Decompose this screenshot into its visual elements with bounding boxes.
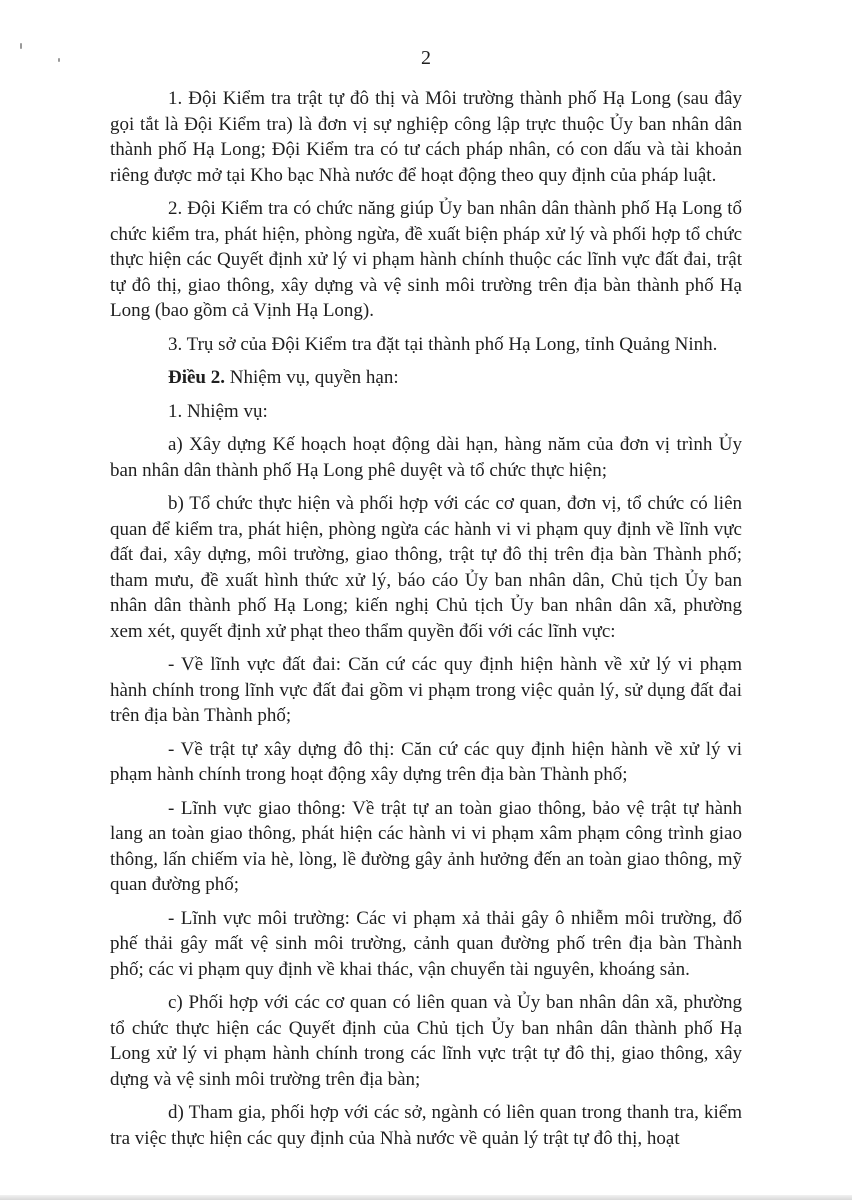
duty-b-land: - Về lĩnh vực đất đai: Căn cứ các quy định hiện hành về xử lý vi phạm hành chính trong lĩnh vực đất đai gồm vi phạm trong việc quản lý, sử dụng đất đai trên địa bàn Thành phố; <box>110 654 742 726</box>
duty-a: a) Xây dựng Kế hoạch hoạt động dài hạn, hàng năm của đơn vị trình Ủy ban nhân dân thành phố Hạ Long phê duyệt và tổ chức thực hiện; <box>110 434 742 481</box>
paragraph-article1-clause3: 3. Trụ sở của Đội Kiểm tra đặt tại thành phố Hạ Long, tỉnh Quảng Ninh. <box>168 333 718 355</box>
duty-b-construction: - Về trật tự xây dựng đô thị: Căn cứ các quy định hiện hành về xử lý vi phạm hành chính trong hoạt động xây dựng trên địa bàn Thành phố; <box>110 738 742 785</box>
paragraph-article1-clause2: 2. Đội Kiểm tra có chức năng giúp Ủy ban nhân dân thành phố Hạ Long tổ chức kiểm tra, phát hiện, phòng ngừa, đề xuất biện pháp xử lý và phối hợp tổ chức thực hiện các Quyết định xử lý vi phạm hành chính thuộc các lĩnh vực đất đai, trật tự đô thị, giao thông, xây dựng và vệ sinh môi trường trên địa bàn thành phố Hạ Long (bao gồm cả Vịnh Hạ Long). <box>110 198 742 321</box>
duties-heading: 1. Nhiệm vụ: <box>168 400 268 422</box>
scan-bottom-edge <box>0 1195 852 1200</box>
duty-b-environment: - Lĩnh vực môi trường: Các vi phạm xả thải gây ô nhiễm môi trường, đổ phế thải gây mất vệ sinh môi trường, cảnh quan đường phố trên địa bàn Thành phố; các vi phạm quy định về khai thác, vận chuyển tài nguyên, khoáng sản. <box>110 907 742 980</box>
duty-b: b) Tổ chức thực hiện và phối hợp với các cơ quan, đơn vị, tổ chức có liên quan để kiểm tra, phát hiện, phòng ngừa các hành vi vi phạm quy định về lĩnh vực đất đai, xây dựng, môi trường, giao thông, trật tự đô thị trên địa bàn Thành phố; tham mưu, đề xuất hình thức xử lý, báo cáo Ủy ban nhân dân, Chủ tịch Ủy ban nhân dân thành phố Hạ Long; kiến nghị Chủ tịch Ủy ban nhân dân xã, phường xem xét, quyết định xử phạt theo thẩm quyền đối với các lĩnh vực: <box>110 493 742 642</box>
duty-d: d) Tham gia, phối hợp với các sở, ngành có liên quan trong thanh tra, kiểm tra việc thực hiện các quy định của Nhà nước về quản lý trật tự đô thị, hoạt <box>110 1102 742 1149</box>
page-number: 2 <box>421 47 431 69</box>
document-body <box>110 86 742 1159</box>
duty-b-traffic: - Lĩnh vực giao thông: Về trật tự an toàn giao thông, bảo vệ trật tự hành lang an toàn giao thông, phát hiện các hành vi vi phạm xâm phạm công trình giao thông, lấn chiếm vỉa hè, lòng, lề đường gây ảnh hưởng đến an toàn giao thông, mỹ quan đường phố; <box>110 797 742 895</box>
paragraph-article1-clause1: 1. Đội Kiểm tra trật tự đô thị và Môi trường thành phố Hạ Long (sau đây gọi tắt là Đội Kiểm tra) là đơn vị sự nghiệp công lập trực thuộc Ủy ban nhân dân thành phố Hạ Long; Đội Kiểm tra có tư cách pháp nhân, có con dấu và tài khoản riêng được mở tại Kho bạc Nhà nước để hoạt động theo quy định của pháp luật. <box>110 88 742 186</box>
article-2-title: Nhiệm vụ, quyền hạn: <box>225 367 399 388</box>
duty-c: c) Phối hợp với các cơ quan có liên quan và Ủy ban nhân dân xã, phường tổ chức thực hiện các Quyết định của Chủ tịch Ủy ban nhân dân thành phố Hạ Long xử lý vi phạm hành chính trong các lĩnh vực trật tự đô thị, giao thông, xây dựng và vệ sinh môi trường trên địa bàn; <box>110 992 742 1090</box>
article-2-label: Điều 2. <box>168 367 225 388</box>
article-2-heading <box>110 365 742 391</box>
